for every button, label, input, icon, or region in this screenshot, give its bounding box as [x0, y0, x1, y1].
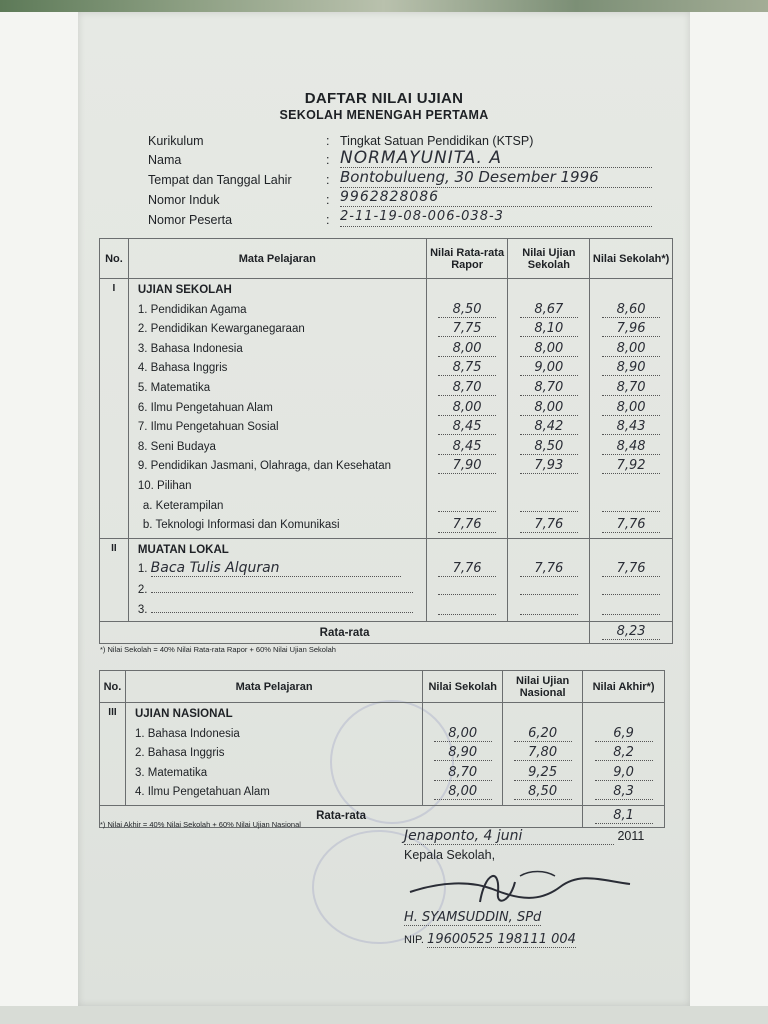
row-number: 2. — [137, 583, 148, 596]
grade-value: 8,75 — [438, 360, 496, 376]
nilai-sekolah-column — [590, 279, 673, 539]
grade-value: 8,00 — [438, 341, 496, 357]
subject-row — [129, 560, 426, 580]
header-no: No. — [100, 671, 126, 703]
colon: : — [326, 193, 330, 207]
grade-value — [602, 497, 660, 512]
national-exam-table — [99, 670, 665, 828]
header-nilai-akhir: Nilai Akhir*) — [583, 671, 665, 703]
headmaster-nip — [404, 932, 576, 947]
national-footnote: *) Nilai Akhir = 40% Nilai Sekolah + 60% Nilai Ujian Nasional — [100, 820, 301, 829]
grade-value: 8,70 — [434, 765, 492, 781]
subject-row: b. Teknologi Informasi dan Komunikasi — [142, 519, 340, 532]
curriculum-label: Kurikulum — [148, 134, 204, 148]
grade-value: 7,76 — [438, 517, 496, 533]
grade-value — [520, 600, 578, 615]
grade-value: 8,90 — [602, 360, 660, 376]
local-subject-name — [151, 580, 413, 593]
section-muatan-lokal — [100, 538, 673, 621]
grade-value: 8,00 — [438, 400, 496, 416]
name-value: NORMAYUNITA. A — [340, 148, 502, 168]
colon: : — [326, 153, 330, 167]
grade-value: 8,00 — [520, 341, 578, 357]
grade-value: 8,00 — [434, 726, 492, 742]
grade-value: 7,80 — [514, 745, 572, 761]
subject-row: 4. Ilmu Pengetahuan Alam — [134, 786, 270, 799]
grade-value: 8,43 — [602, 419, 660, 435]
subject-row: 3. Bahasa Indonesia — [137, 342, 243, 355]
subject-row: 8. Seni Budaya — [137, 440, 216, 453]
header-no: No. — [100, 239, 129, 279]
average-row — [100, 622, 673, 644]
grade-value: 7,76 — [602, 517, 660, 533]
subject-list — [128, 538, 426, 621]
local-subject-name — [151, 600, 413, 613]
grade-value: 8,42 — [520, 419, 578, 435]
grade-value: 8,50 — [520, 439, 578, 455]
school-exam-table — [99, 238, 673, 644]
subject-list — [125, 703, 422, 806]
grade-value — [438, 497, 496, 512]
grade-value: 8,50 — [438, 302, 496, 318]
table-header-row — [100, 671, 665, 703]
grade-value — [438, 600, 496, 615]
grade-value: 7,76 — [438, 561, 496, 577]
grade-value: 8,45 — [438, 419, 496, 435]
nip-label: NIP. — [404, 934, 424, 946]
subject-row — [129, 600, 426, 620]
table-header-row — [100, 239, 673, 279]
document-subtitle: SEKOLAH MENENGAH PERTAMA — [279, 108, 489, 122]
headmaster-name: H. SYAMSUDDIN, SPd — [404, 910, 542, 925]
grade-value: 7,93 — [520, 458, 578, 474]
grade-value: 8,67 — [520, 302, 578, 318]
grade-value: 7,96 — [602, 321, 660, 337]
section-title: UJIAN NASIONAL — [134, 708, 233, 720]
background-top-edge — [0, 0, 768, 12]
grade-value: 8,90 — [434, 745, 492, 761]
grade-value: 8,00 — [602, 341, 660, 357]
grade-value: 8,2 — [595, 745, 653, 761]
row-number: 1. — [137, 563, 148, 576]
grade-value: 7,90 — [438, 458, 496, 474]
subject-list — [128, 279, 426, 539]
signature-year: 2011 — [617, 829, 645, 843]
grade-value: 8,60 — [602, 302, 660, 318]
background-bottom-edge — [0, 1006, 768, 1024]
grade-value — [520, 497, 578, 512]
subject-row: 6. Ilmu Pengetahuan Alam — [137, 401, 273, 414]
grade-value: 7,76 — [520, 517, 578, 533]
section-ujian-sekolah — [100, 279, 673, 539]
grade-value: 8,70 — [602, 380, 660, 396]
section-number: III — [100, 703, 126, 806]
grade-value: 8,00 — [520, 400, 578, 416]
grade-value: 8,10 — [520, 321, 578, 337]
grade-value: 7,75 — [438, 321, 496, 337]
header-rapor: Nilai Rata-rata Rapor — [426, 239, 508, 279]
rapor-column — [426, 279, 508, 539]
student-number-value: 9962828086 — [340, 189, 440, 205]
subject-row: 2. Pendidikan Kewarganegaraan — [137, 323, 305, 336]
background-left — [0, 12, 78, 1006]
grade-value — [438, 580, 496, 595]
colon: : — [326, 173, 330, 187]
subject-row: 1. Pendidikan Agama — [137, 303, 247, 316]
background-right — [690, 12, 768, 1006]
grade-value: 6,9 — [595, 726, 653, 742]
grade-value: 8,70 — [520, 380, 578, 396]
header-ujian-sekolah: Nilai Ujian Sekolah — [508, 239, 590, 279]
headmaster-title: Kepala Sekolah, — [404, 848, 496, 862]
grade-value — [602, 600, 660, 615]
average-label: Rata-rata — [100, 805, 583, 827]
student-number-label: Nomor Induk — [148, 193, 220, 207]
header-nilai-sekolah: Nilai Sekolah — [423, 671, 503, 703]
average-label: Rata-rata — [100, 622, 590, 644]
grade-value: 8,48 — [602, 439, 660, 455]
name-label: Nama — [148, 153, 182, 167]
signature-scribble — [400, 862, 640, 912]
grade-value: 8,45 — [438, 439, 496, 455]
rapor-column — [426, 538, 508, 621]
grade-value: 7,76 — [520, 561, 578, 577]
nip-value: 19600525 198111 004 — [427, 932, 576, 947]
ujian-sekolah-column — [508, 279, 590, 539]
birth-value: Bontobulueng, 30 Desember 1996 — [340, 168, 599, 186]
document-title: DAFTAR NILAI UJIAN — [304, 90, 464, 107]
section-title: UJIAN SEKOLAH — [137, 284, 232, 296]
nilai-sekolah-column — [590, 538, 673, 621]
grade-value: 8,00 — [602, 400, 660, 416]
header-nilai-sekolah: Nilai Sekolah*) — [590, 239, 673, 279]
colon: : — [326, 134, 330, 148]
header-subject: Mata Pelajaran — [128, 239, 426, 279]
section-title: MUATAN LOKAL — [137, 543, 229, 556]
grade-value: 7,76 — [602, 561, 660, 577]
average-value: 8,23 — [602, 624, 660, 640]
subject-row: 7. Ilmu Pengetahuan Sosial — [137, 421, 279, 434]
subject-row: 10. Pilihan — [137, 479, 192, 492]
colon: : — [326, 213, 330, 227]
participant-number-label: Nomor Peserta — [148, 213, 233, 227]
grade-value — [602, 580, 660, 595]
birth-label: Tempat dan Tanggal Lahir — [148, 173, 292, 187]
grade-value: 9,25 — [514, 765, 572, 781]
dotted-line — [340, 187, 652, 188]
subject-row: 3. Matematika — [134, 766, 208, 779]
place-date-handwritten: Jenaponto, 4 juni — [404, 828, 614, 845]
grade-value — [520, 580, 578, 595]
grade-value: 8,70 — [438, 380, 496, 396]
average-cell — [583, 805, 665, 827]
grade-value: 8,3 — [595, 784, 653, 800]
subject-row: 9. Pendidikan Jasmani, Olahraga, dan Kesehatan — [137, 460, 392, 473]
section-ujian-nasional — [100, 703, 665, 806]
local-subject-name: Baca Tulis Alquran — [151, 561, 401, 577]
grade-value: 9,0 — [595, 765, 653, 781]
grade-value: 7,92 — [602, 458, 660, 474]
grade-value: 8,00 — [434, 784, 492, 800]
subject-row: 4. Bahasa Inggris — [137, 362, 228, 375]
subject-row: 2. Bahasa Inggris — [134, 747, 225, 760]
school-footnote: *) Nilai Sekolah = 40% Nilai Rata-rata Rapor + 60% Nilai Ujian Sekolah — [100, 645, 336, 654]
nilai-akhir-column — [583, 703, 665, 806]
grade-value: 6,20 — [514, 726, 572, 742]
section-number: II — [100, 538, 129, 621]
subject-row: a. Keterampilan — [142, 499, 224, 512]
average-value: 8,1 — [595, 808, 653, 824]
average-cell — [590, 622, 673, 644]
grade-value: 9,00 — [520, 360, 578, 376]
dotted-line — [340, 226, 652, 227]
subject-row — [129, 580, 426, 600]
ujian-sekolah-column — [508, 538, 590, 621]
place-date — [404, 828, 644, 845]
ujian-nasional-column — [503, 703, 583, 806]
grade-value: 8,50 — [514, 784, 572, 800]
section-number: I — [100, 279, 129, 539]
header-ujian-nasional: Nilai Ujian Nasional — [503, 671, 583, 703]
dotted-line — [340, 206, 652, 207]
participant-number-value: 2-11-19-08-006-038-3 — [340, 209, 504, 224]
row-number: 3. — [137, 603, 148, 616]
curriculum-value: Tingkat Satuan Pendidikan (KTSP) — [340, 134, 534, 148]
subject-row: 5. Matematika — [137, 381, 211, 394]
subject-row: 1. Bahasa Indonesia — [134, 727, 240, 740]
nilai-sekolah-column — [423, 703, 503, 806]
header-subject: Mata Pelajaran — [125, 671, 422, 703]
